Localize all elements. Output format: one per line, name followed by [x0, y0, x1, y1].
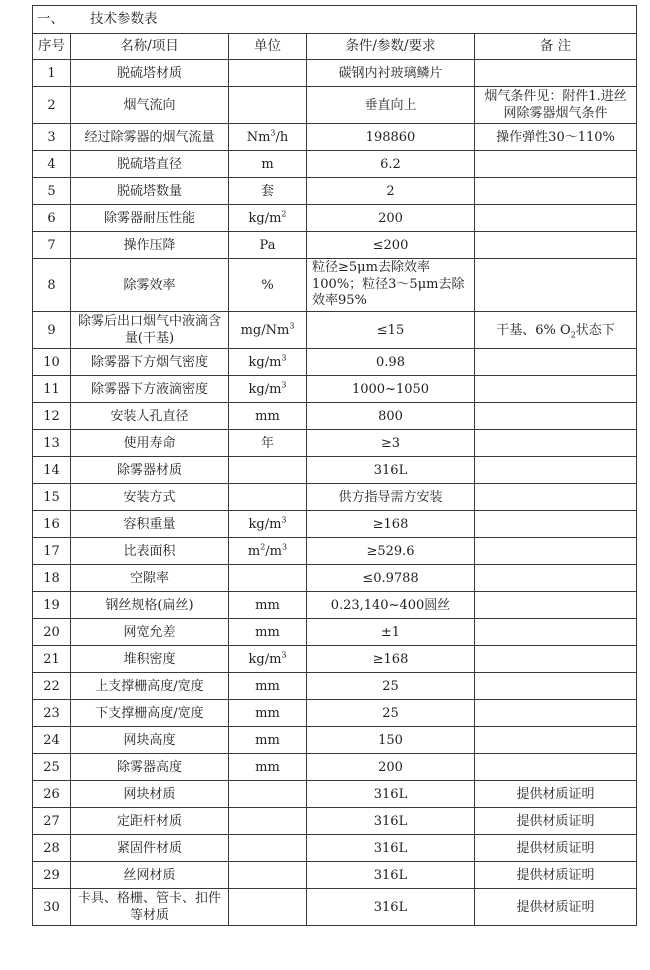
- row-remark: [475, 178, 637, 205]
- tech-parameter-table: [32, 5, 637, 926]
- row-index: 23: [33, 700, 71, 727]
- row-name: 紧固件材质: [71, 835, 229, 862]
- row-remark: [475, 484, 637, 511]
- row-condition: 25: [307, 673, 475, 700]
- row-index: 19: [33, 592, 71, 619]
- row-unit: %: [229, 259, 307, 312]
- row-condition: 6.2: [307, 151, 475, 178]
- row-condition: 198860: [307, 124, 475, 151]
- row-condition: 316L: [307, 781, 475, 808]
- row-name: 除雾后出口烟气中液滴含量(干基): [71, 312, 229, 349]
- table-row: [33, 646, 637, 673]
- row-unit: mm: [229, 700, 307, 727]
- row-name: 网块高度: [71, 727, 229, 754]
- row-unit: Pa: [229, 232, 307, 259]
- table-row: [33, 781, 637, 808]
- row-index: 25: [33, 754, 71, 781]
- row-remark: [475, 205, 637, 232]
- row-name: 除雾器高度: [71, 754, 229, 781]
- row-remark: [475, 312, 637, 349]
- row-name: 除雾器材质: [71, 457, 229, 484]
- row-index: 9: [33, 312, 71, 349]
- remark-pre: 干基、6% O: [496, 322, 571, 338]
- section-title: [33, 6, 637, 34]
- row-name: 定距杆材质: [71, 808, 229, 835]
- row-name: 安装方式: [71, 484, 229, 511]
- header-remark: 备 注: [475, 34, 637, 60]
- row-unit: m: [229, 151, 307, 178]
- row-unit: [229, 124, 307, 151]
- table-row: [33, 151, 637, 178]
- unit-superscript: 3: [281, 650, 287, 660]
- unit-superscript: 2: [281, 209, 287, 219]
- row-condition: 25: [307, 700, 475, 727]
- table-row: [33, 700, 637, 727]
- table-row: [33, 673, 637, 700]
- row-condition: 1000~1050: [307, 376, 475, 403]
- table-row: [33, 835, 637, 862]
- row-unit: [229, 484, 307, 511]
- row-index: 11: [33, 376, 71, 403]
- row-name: 上支撑栅高度/宽度: [71, 673, 229, 700]
- unit-base: kg/m: [248, 381, 282, 397]
- row-unit: mm: [229, 619, 307, 646]
- row-condition: ±1: [307, 619, 475, 646]
- unit-base: kg/m: [248, 210, 282, 226]
- row-name: 网宽允差: [71, 619, 229, 646]
- row-unit: [229, 457, 307, 484]
- row-remark: [475, 403, 637, 430]
- row-remark: 提供材质证明: [475, 808, 637, 835]
- row-remark: [475, 619, 637, 646]
- row-name: 烟气流向: [71, 87, 229, 124]
- row-unit: [229, 205, 307, 232]
- table-row: [33, 205, 637, 232]
- row-condition: ≤200: [307, 232, 475, 259]
- row-unit: [229, 60, 307, 87]
- row-condition: ≥529.6: [307, 538, 475, 565]
- row-index: 29: [33, 862, 71, 889]
- row-name: 网块材质: [71, 781, 229, 808]
- row-unit: mm: [229, 673, 307, 700]
- table-row: [33, 754, 637, 781]
- row-index: 27: [33, 808, 71, 835]
- row-name: 除雾器下方烟气密度: [71, 349, 229, 376]
- row-unit: [229, 349, 307, 376]
- row-index: 6: [33, 205, 71, 232]
- table-row: [33, 430, 637, 457]
- row-condition: 碳钢内衬玻璃鳞片: [307, 60, 475, 87]
- row-remark: [475, 727, 637, 754]
- row-remark: 提供材质证明: [475, 835, 637, 862]
- row-condition: 2: [307, 178, 475, 205]
- table-row: [33, 259, 637, 312]
- row-condition: 150: [307, 727, 475, 754]
- row-condition: 供方指导需方安装: [307, 484, 475, 511]
- row-name: 安装人孔直径: [71, 403, 229, 430]
- table-row: [33, 619, 637, 646]
- row-name: 丝网材质: [71, 862, 229, 889]
- header-condition: 条件/参数/要求: [307, 34, 475, 60]
- row-condition: 316L: [307, 835, 475, 862]
- row-remark: [475, 151, 637, 178]
- table-row: [33, 511, 637, 538]
- unit-base: kg/m: [248, 651, 282, 667]
- row-remark: [475, 565, 637, 592]
- row-index: 7: [33, 232, 71, 259]
- row-remark: [475, 232, 637, 259]
- row-index: 10: [33, 349, 71, 376]
- table-row: [33, 889, 637, 926]
- row-condition: 800: [307, 403, 475, 430]
- row-remark: [475, 376, 637, 403]
- row-unit: [229, 862, 307, 889]
- row-remark: [475, 457, 637, 484]
- row-condition: ≥168: [307, 511, 475, 538]
- row-index: 1: [33, 60, 71, 87]
- row-condition: 316L: [307, 862, 475, 889]
- row-remark: 提供材质证明: [475, 781, 637, 808]
- row-name: 脱硫塔材质: [71, 60, 229, 87]
- row-condition: 200: [307, 205, 475, 232]
- row-index: 15: [33, 484, 71, 511]
- row-remark: 提供材质证明: [475, 862, 637, 889]
- row-unit: [229, 835, 307, 862]
- row-index: 16: [33, 511, 71, 538]
- row-condition: 316L: [307, 889, 475, 926]
- row-condition: 垂直向上: [307, 87, 475, 124]
- row-index: 28: [33, 835, 71, 862]
- row-name: 下支撑栅高度/宽度: [71, 700, 229, 727]
- row-name: 堆积密度: [71, 646, 229, 673]
- row-condition: 316L: [307, 457, 475, 484]
- table-row: [33, 232, 637, 259]
- row-name: 除雾器耐压性能: [71, 205, 229, 232]
- tech-parameter-sheet: [32, 5, 636, 926]
- row-name: 操作压降: [71, 232, 229, 259]
- table-row: [33, 862, 637, 889]
- unit-superscript: 3: [270, 128, 276, 138]
- row-condition: ≥168: [307, 646, 475, 673]
- row-name: 比表面积: [71, 538, 229, 565]
- row-name: 卡具、格栅、管卡、扣件等材质: [71, 889, 229, 926]
- row-unit: [229, 565, 307, 592]
- table-row: [33, 484, 637, 511]
- row-unit: 年: [229, 430, 307, 457]
- unit-tail: /m: [265, 543, 283, 559]
- row-name: 除雾效率: [71, 259, 229, 312]
- row-remark: [475, 60, 637, 87]
- unit-superscript: 3: [281, 380, 287, 390]
- row-remark: [475, 538, 637, 565]
- row-condition: ≥3: [307, 430, 475, 457]
- unit-base: kg/m: [248, 354, 282, 370]
- header-index: 序号: [33, 34, 71, 60]
- unit-base: mg/Nm: [240, 322, 290, 338]
- row-index: 5: [33, 178, 71, 205]
- row-index: 30: [33, 889, 71, 926]
- row-index: 13: [33, 430, 71, 457]
- unit-superscript: 3: [281, 353, 287, 363]
- row-unit: mm: [229, 727, 307, 754]
- row-index: 8: [33, 259, 71, 312]
- row-condition: 200: [307, 754, 475, 781]
- row-name: 脱硫塔数量: [71, 178, 229, 205]
- row-index: 14: [33, 457, 71, 484]
- unit-base: Nm: [246, 129, 271, 145]
- section-title-row: [33, 6, 637, 34]
- row-index: 20: [33, 619, 71, 646]
- table-row: [33, 403, 637, 430]
- row-unit: mm: [229, 754, 307, 781]
- row-unit: [229, 511, 307, 538]
- unit-superscript: 3: [289, 321, 295, 331]
- header-unit: 单位: [229, 34, 307, 60]
- row-unit: [229, 312, 307, 349]
- row-index: 4: [33, 151, 71, 178]
- row-unit: [229, 781, 307, 808]
- table-row: [33, 457, 637, 484]
- table-row: [33, 376, 637, 403]
- row-unit: [229, 808, 307, 835]
- row-index: 18: [33, 565, 71, 592]
- table-row: [33, 178, 637, 205]
- row-remark: [475, 700, 637, 727]
- table-row: [33, 727, 637, 754]
- row-condition: ≤15: [307, 312, 475, 349]
- table-row: [33, 60, 637, 87]
- row-name: 钢丝规格(扁丝): [71, 592, 229, 619]
- table-row: [33, 124, 637, 151]
- row-name: 脱硫塔直径: [71, 151, 229, 178]
- row-remark: [475, 754, 637, 781]
- row-condition: 0.23,140~400圆丝: [307, 592, 475, 619]
- table-row: [33, 565, 637, 592]
- row-index: 21: [33, 646, 71, 673]
- row-unit: mm: [229, 403, 307, 430]
- row-condition: ≤0.9788: [307, 565, 475, 592]
- row-name: 空隙率: [71, 565, 229, 592]
- row-index: 24: [33, 727, 71, 754]
- table-row: [33, 87, 637, 124]
- header-name: 名称/项目: [71, 34, 229, 60]
- row-remark: [475, 259, 637, 312]
- row-remark: [475, 349, 637, 376]
- row-index: 17: [33, 538, 71, 565]
- table-row: [33, 312, 637, 349]
- unit-base: m: [247, 543, 261, 559]
- row-unit: [229, 646, 307, 673]
- unit-superscript: 2: [260, 542, 266, 552]
- unit-tail: /h: [275, 129, 289, 145]
- row-remark: 提供材质证明: [475, 889, 637, 926]
- row-unit: [229, 889, 307, 926]
- table-row: [33, 349, 637, 376]
- row-index: 26: [33, 781, 71, 808]
- row-remark: [475, 511, 637, 538]
- row-condition: 0.98: [307, 349, 475, 376]
- row-remark: 操作弹性30～110%: [475, 124, 637, 151]
- row-unit: mm: [229, 592, 307, 619]
- row-remark: [475, 646, 637, 673]
- unit-superscript: 3: [281, 515, 287, 525]
- row-unit: [229, 87, 307, 124]
- table-row: [33, 538, 637, 565]
- table-row: [33, 808, 637, 835]
- unit-superscript-2: 3: [282, 542, 288, 552]
- section-title-text: 技术参数表: [90, 11, 158, 27]
- row-remark: [475, 592, 637, 619]
- remark-post: 状态下: [575, 322, 615, 338]
- row-name: 使用寿命: [71, 430, 229, 457]
- section-number: 一、: [37, 11, 64, 27]
- row-remark: 烟气条件见：附件1.进丝网除雾器烟气条件: [475, 87, 637, 124]
- unit-base: kg/m: [248, 516, 282, 532]
- row-remark: [475, 430, 637, 457]
- row-unit: [229, 376, 307, 403]
- row-index: 22: [33, 673, 71, 700]
- row-name: 经过除雾器的烟气流量: [71, 124, 229, 151]
- row-condition: 316L: [307, 808, 475, 835]
- row-remark: [475, 673, 637, 700]
- table-row: [33, 592, 637, 619]
- row-condition: 粒径≥5μm去除效率100%；粒径3～5μm去除效率95%: [307, 259, 475, 312]
- row-name: 容积重量: [71, 511, 229, 538]
- row-index: 2: [33, 87, 71, 124]
- table-header-row: [33, 34, 637, 60]
- row-unit: 套: [229, 178, 307, 205]
- row-unit: [229, 538, 307, 565]
- remark-subscript: 2: [570, 330, 576, 340]
- row-index: 3: [33, 124, 71, 151]
- row-index: 12: [33, 403, 71, 430]
- row-name: 除雾器下方液滴密度: [71, 376, 229, 403]
